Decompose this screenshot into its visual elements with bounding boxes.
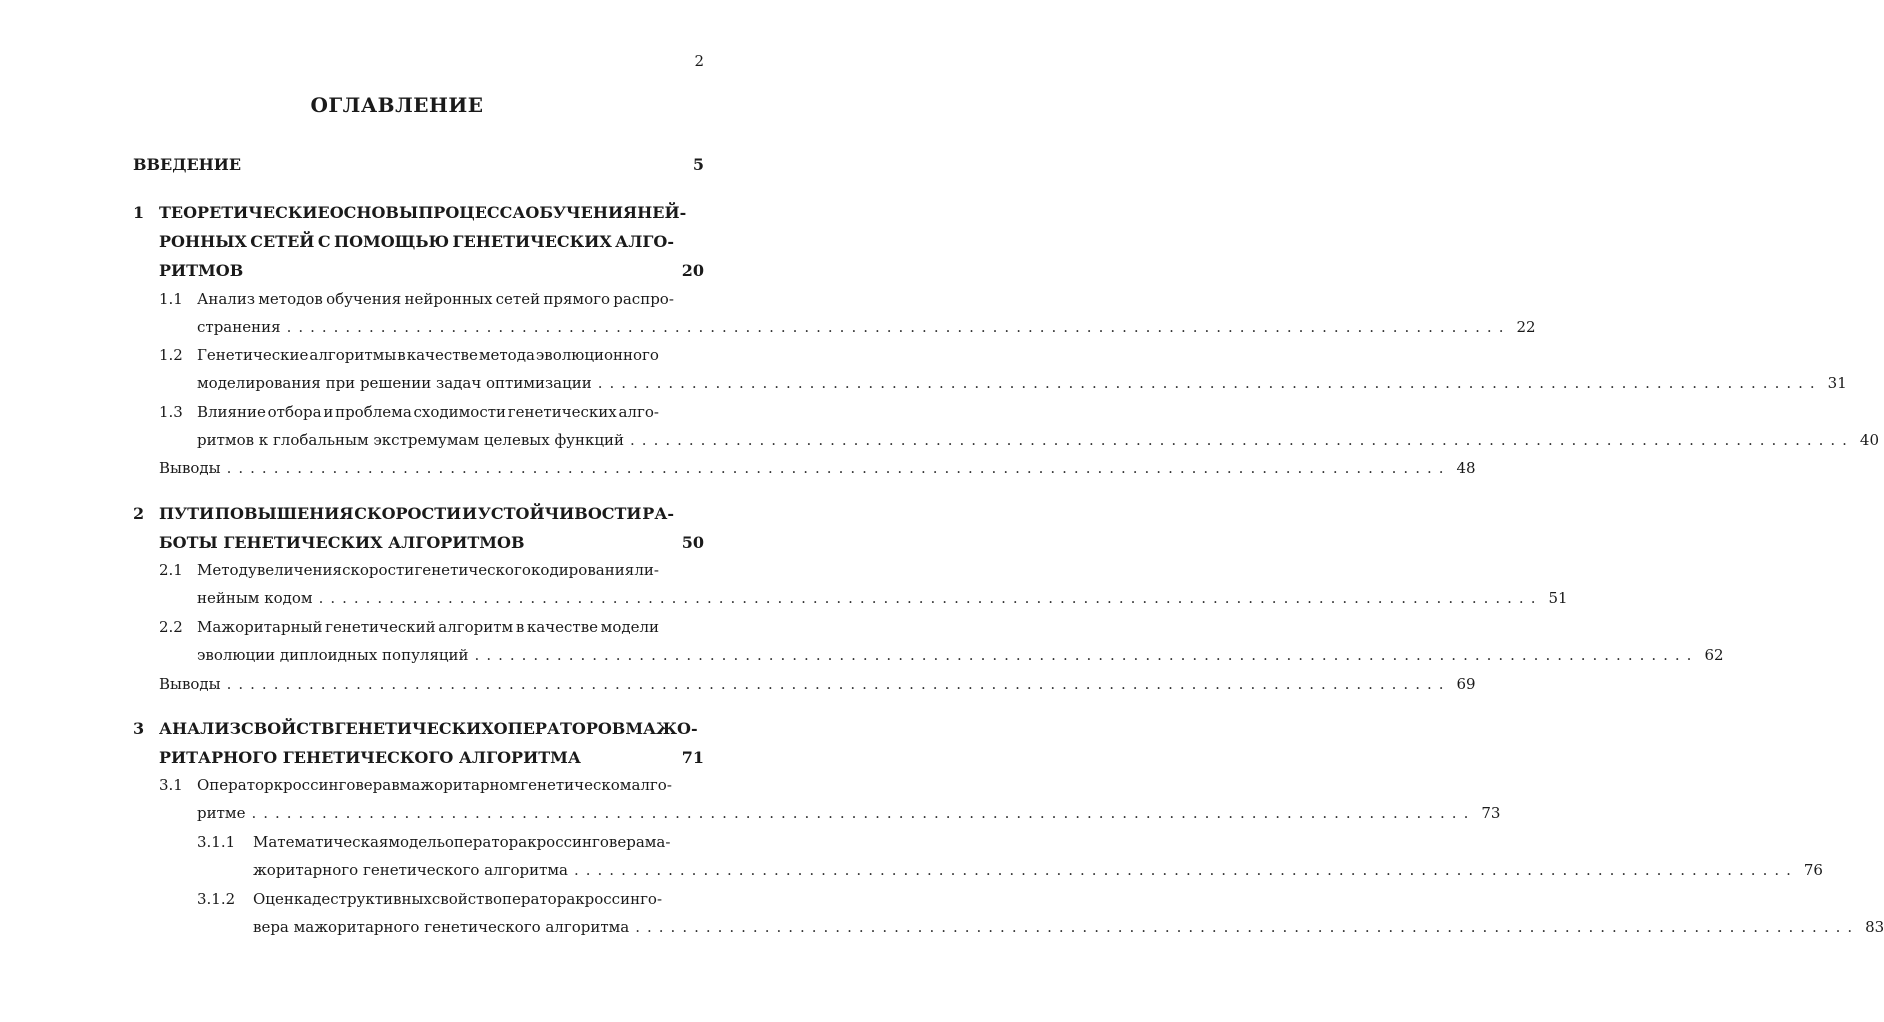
title-word: кодирования <box>531 561 635 579</box>
section-number: 2.1 <box>159 561 183 579</box>
title-word: ОБУЧЕНИЯ <box>525 203 638 222</box>
title-word: кроссинговера <box>273 776 392 794</box>
chapter-page: 71 <box>681 748 704 767</box>
title-word: нейронных <box>404 290 493 308</box>
toc-summary-2[interactable] <box>159 675 1476 703</box>
title-word: ПРОЦЕССА <box>418 203 526 222</box>
title-word: Математическая <box>253 833 389 851</box>
title-word: Мажоритарный <box>197 618 323 636</box>
page-number: 2 <box>694 52 704 70</box>
title-word: генетического <box>414 561 531 579</box>
section-title-line-1 <box>197 403 659 431</box>
title-word: ПОВЫШЕНИЯ <box>214 504 354 523</box>
chapter-page: 50 <box>681 533 704 552</box>
title-word: Оценка <box>253 890 313 908</box>
title-word: генетических <box>507 403 617 421</box>
title-word: и <box>323 403 334 421</box>
title-word: модель <box>388 833 445 851</box>
title-word: алгоритм <box>438 618 514 636</box>
subsection-title-line-1 <box>253 833 671 861</box>
title-word: АНАЛИЗ <box>159 719 241 738</box>
title-word: свойств <box>431 890 493 908</box>
title-word: методов <box>258 290 323 308</box>
chapter-title-line-1 <box>159 504 674 532</box>
section-page: 51 <box>1548 589 1568 607</box>
toc-summary-1[interactable] <box>159 459 1476 487</box>
title-word: в <box>515 618 525 636</box>
toc-entry-intro[interactable] <box>133 155 704 183</box>
dot-leader: ........................................................................................................ <box>251 804 1476 822</box>
dot-leader: ........................................................................................................ <box>630 431 1854 449</box>
title-word: сетей <box>495 290 541 308</box>
subsection-page: 76 <box>1803 861 1823 879</box>
subsection-title-line-1 <box>253 890 663 918</box>
title-word: обучения <box>326 290 402 308</box>
title-word: метода <box>478 346 535 364</box>
subsection-title-line-2: жоритарного генетического алгоритма ........................................................................................................ 76 <box>253 861 1823 879</box>
section-page: 62 <box>1704 646 1724 664</box>
title-word: АЛГО- <box>615 232 674 251</box>
page-title: ОГЛАВЛЕНИЕ <box>310 93 484 117</box>
subsection-number: 3.1.2 <box>197 890 236 908</box>
dot-leader: ........................................................................................................ <box>318 589 1543 607</box>
subsection-page: 83 <box>1865 918 1884 936</box>
summary-label: Выводы <box>159 675 221 693</box>
title-word: алгоритмы <box>309 346 397 364</box>
section-number: 3.1 <box>159 776 183 794</box>
section-number: 2.2 <box>159 618 183 636</box>
title-word: распро- <box>613 290 674 308</box>
toc-label: ВВЕДЕНИЕ <box>133 155 242 174</box>
dot-leader: ........................................................................................................ <box>226 675 1451 693</box>
section-page: 31 <box>1827 374 1847 392</box>
title-word: ли- <box>634 561 659 579</box>
chapter-title-line-2: РИТАРНОГО ГЕНЕТИЧЕСКОГО АЛГОРИТМА <box>159 748 581 767</box>
title-word: скорости <box>342 561 415 579</box>
title-word: ТЕОРЕТИЧЕСКИЕ <box>159 203 330 222</box>
dot-leader: ........................................................................................................ <box>635 918 1860 936</box>
title-word: Метод <box>197 561 248 579</box>
title-word: отбора <box>267 403 322 421</box>
title-word: ПУТИ <box>159 504 215 523</box>
dot-leader: ........................................................................................................ <box>597 374 1822 392</box>
subsection-title-line-2: вера мажоритарного генетического алгоритма ........................................................................................................ 83 <box>253 918 1884 936</box>
title-word: эволюционного <box>535 346 659 364</box>
section-title-line-2: ритмов к глобальным экстремумам целевых функций ........................................................................................................ 40 <box>197 431 1880 449</box>
dot-leader: ........................................................................................................ <box>474 646 1699 664</box>
chapter-title-line-2: БОТЫ ГЕНЕТИЧЕСКИХ АЛГОРИТМОВ <box>159 533 525 552</box>
title-word: ГЕНЕТИЧЕСКИХ <box>452 232 612 251</box>
section-title-line-2: ритме ........................................................................................................ 73 <box>197 804 1501 822</box>
section-title-line-1 <box>197 290 674 318</box>
section-title-line-2: эволюции диплоидных популяций ........................................................................................................ 62 <box>197 646 1724 664</box>
title-word: СКОРОСТИ <box>354 504 462 523</box>
title-word: алго- <box>618 403 659 421</box>
section-title-line-1 <box>197 618 659 646</box>
chapter-page: 20 <box>681 261 704 280</box>
section-page: 40 <box>1859 431 1880 449</box>
toc-page: 5 <box>692 155 704 174</box>
title-word: проблема <box>335 403 412 421</box>
title-word: УСТОЙЧИВОСТИ <box>477 504 642 523</box>
dot-leader: ........................................................................................................ <box>286 318 1511 336</box>
chapter-title-line-1 <box>159 719 698 747</box>
section-number: 1.3 <box>159 403 183 421</box>
title-word: оператора <box>444 833 528 851</box>
chapter-number: 3 <box>133 719 145 738</box>
chapter-title-line-2 <box>159 232 674 260</box>
section-page: 22 <box>1516 318 1536 336</box>
summary-label: Выводы <box>159 459 221 477</box>
title-word: качестве <box>406 346 478 364</box>
title-word: ГЕНЕТИЧЕСКИХ <box>334 719 494 738</box>
title-word: увеличения <box>248 561 342 579</box>
chapter-title-line-1 <box>159 203 687 231</box>
section-title-line-1 <box>197 561 659 589</box>
title-word: СЕТЕЙ <box>250 232 315 251</box>
section-title-line-2: нейным кодом ........................................................................................................ 51 <box>197 589 1568 607</box>
title-word: в <box>391 776 400 794</box>
title-word: генетический <box>325 618 436 636</box>
title-word: Анализ <box>197 290 256 308</box>
title-word: Оператор <box>197 776 274 794</box>
dot-leader: ........................................................................................................ <box>226 459 1451 477</box>
section-number: 1.2 <box>159 346 183 364</box>
title-word: кроссинговера <box>527 833 645 851</box>
title-word: модели <box>600 618 659 636</box>
summary-page: 69 <box>1456 675 1476 693</box>
title-word: прямого <box>543 290 611 308</box>
title-word: РОННЫХ <box>159 232 247 251</box>
title-word: ПОМОЩЬЮ <box>333 232 450 251</box>
section-number: 1.1 <box>159 290 183 308</box>
title-word: ма- <box>644 833 671 851</box>
chapter-title-line-3: РИТМОВ <box>159 261 244 280</box>
title-word: И <box>462 504 478 523</box>
title-word: ОСНОВЫ <box>329 203 419 222</box>
title-word: Влияние <box>197 403 266 421</box>
title-word: деструктивных <box>312 890 432 908</box>
summary-page: 48 <box>1456 459 1476 477</box>
section-title-line-2: странения ........................................................................................................ 22 <box>197 318 1536 336</box>
title-word: кроссинго- <box>575 890 663 908</box>
title-word: генетическом <box>520 776 632 794</box>
section-title-line-2: моделирования при решении задач оптимизации ........................................................................................................ 31 <box>197 374 1847 392</box>
title-word: МАЖО- <box>625 719 698 738</box>
section-page: 73 <box>1481 804 1501 822</box>
title-word: НЕЙ- <box>637 203 687 222</box>
section-title-line-1 <box>197 346 659 374</box>
title-word: С <box>317 232 331 251</box>
chapter-number: 2 <box>133 504 145 523</box>
title-word: мажоритарном <box>399 776 521 794</box>
title-word: оператора <box>492 890 576 908</box>
title-word: РА- <box>642 504 674 523</box>
title-word: сходимости <box>413 403 507 421</box>
title-word: качестве <box>526 618 599 636</box>
title-word: СВОЙСТВ <box>240 719 335 738</box>
section-title-line-1 <box>197 776 672 804</box>
title-word: Генетические <box>197 346 309 364</box>
chapter-number: 1 <box>133 203 145 222</box>
title-word: ОПЕРАТОРОВ <box>493 719 626 738</box>
title-word: в <box>397 346 406 364</box>
subsection-number: 3.1.1 <box>197 833 236 851</box>
title-word: алго- <box>631 776 672 794</box>
dot-leader: ........................................................................................................ <box>574 861 1798 879</box>
